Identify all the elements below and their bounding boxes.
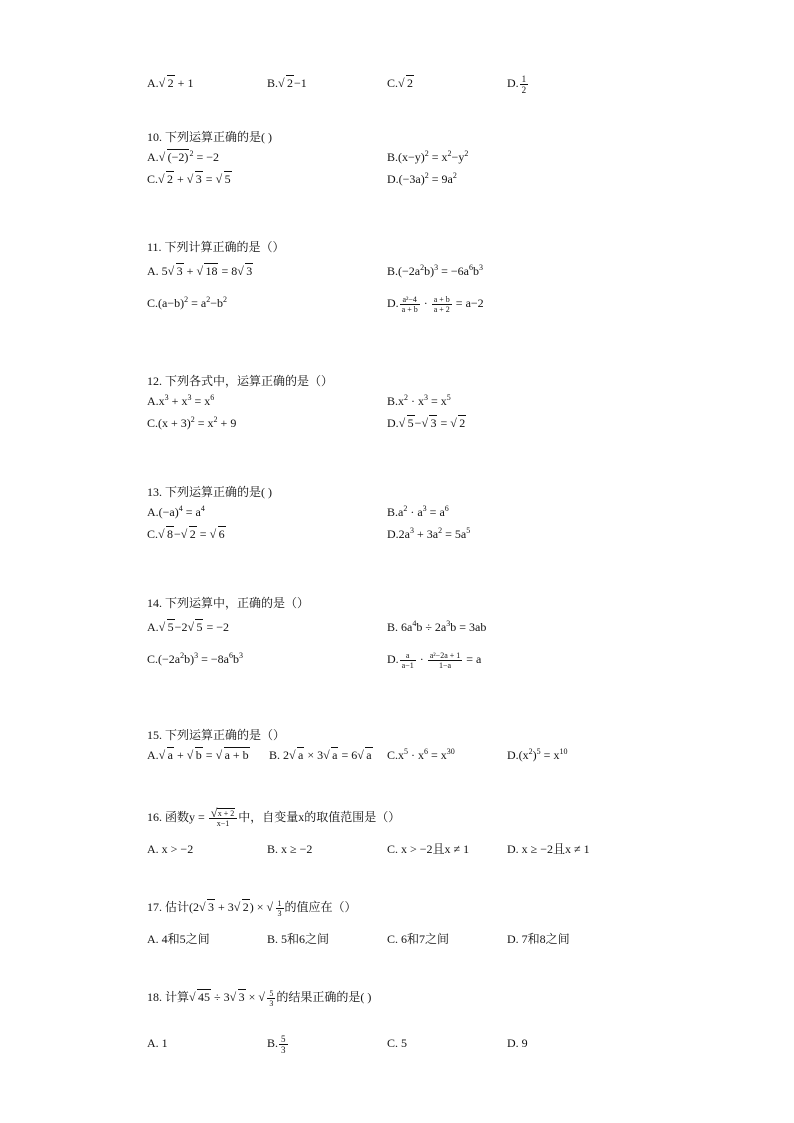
q17-stem: 17. 估计(2√ 3 + 3√ 2) × √ $\frac{1}{3}$ 的值应在（） bbox=[147, 894, 647, 920]
q14-option-d[interactable]: D. $\frac{a}{a-1}$ · $\frac{\text{a²−2a + 1}}{1-a}$ = a bbox=[387, 650, 482, 670]
q12-option-d[interactable]: D.√ 5−√ 3 = √ 2 bbox=[387, 412, 466, 434]
q11-option-b[interactable]: $B.(-2a^2b)^3 = -6a^6b^3$ bbox=[387, 263, 483, 278]
q14-option-a[interactable]: A.√ 5−2√ 5 = −2 bbox=[147, 612, 229, 642]
q13-stem: 13. 下列运算正确的是( ) bbox=[147, 485, 272, 499]
q12-option-c[interactable]: $C.(x + 3)^2 = x^2 + 9$ bbox=[147, 415, 237, 430]
q18-option-b[interactable]: B. $\frac{5}{3}$ bbox=[267, 1033, 286, 1055]
question-17 bbox=[147, 894, 647, 950]
q10-option-d[interactable]: $D.(-3a)^2 = 9a^2$ bbox=[387, 171, 457, 186]
q9-option-d[interactable]: D. $\frac{1}{2}$ bbox=[507, 73, 527, 95]
q18-option-c[interactable]: C. 5 bbox=[387, 1036, 408, 1050]
q10-stem: 10. 下列运算正确的是( ) bbox=[147, 130, 272, 144]
q15-stem: 15. 下列运算正确的是（） bbox=[147, 728, 286, 742]
q16-option-c[interactable]: C. x > −2且x ≠ 1 bbox=[387, 842, 470, 856]
q10-option-c[interactable]: C.√ 2 + √ 3 = √ 5 bbox=[147, 168, 232, 190]
question-13 bbox=[147, 483, 647, 545]
q16-option-d[interactable]: D. x ≥ −2且x ≠ 1 bbox=[507, 842, 590, 856]
question-14 bbox=[147, 594, 647, 676]
q17-option-c[interactable]: C. 6和7之间 bbox=[387, 932, 450, 946]
q12-option-b[interactable]: $B.x^2 \cdot x^3 = x^5$ bbox=[387, 393, 451, 408]
q14-option-c[interactable]: $C.(-2a^2b)^3 = -8a^6b^3$ bbox=[147, 651, 243, 666]
q15-option-b[interactable]: B. 2√ a × 3√ a = 6√ a bbox=[269, 744, 373, 766]
question-15 bbox=[147, 726, 647, 766]
question-9 bbox=[147, 72, 647, 94]
q15-option-a[interactable]: A.√ a + √ b = √ a + b bbox=[147, 744, 250, 766]
question-16 bbox=[147, 804, 647, 860]
question-11 bbox=[147, 238, 647, 320]
q18-stem: 18. 计算√ 45 ÷ 3√ 3 × √ $\frac{5}{3}$ 的结果正确的是( ) bbox=[147, 984, 647, 1010]
q14-option-b[interactable]: B. $6a^4b \div 2a^3b = 3ab$ bbox=[387, 619, 487, 634]
q10-option-a[interactable]: A.√ $(-2)^2 = -2$ bbox=[147, 146, 219, 168]
q11-option-c[interactable]: $C.(a-b)^2 = a^2-b^2$ bbox=[147, 295, 227, 310]
q13-option-c[interactable]: C.√ 8−√ 2 = √ 6 bbox=[147, 523, 226, 545]
q9-option-c[interactable]: C.√ 2 bbox=[387, 72, 414, 94]
q17-option-a[interactable]: A. 4和5之间 bbox=[147, 932, 210, 946]
q18-option-d[interactable]: D. 9 bbox=[507, 1036, 528, 1050]
q9-option-a[interactable]: A.√ 2 + 1 bbox=[147, 72, 193, 94]
q17-option-d[interactable]: D. 7和8之间 bbox=[507, 932, 570, 946]
q12-stem: 12. 下列各式中，运算正确的是（） bbox=[147, 374, 334, 388]
q15-option-d[interactable]: $D.(x^2)^5 = x^{10}$ bbox=[507, 747, 568, 762]
q18-option-a[interactable]: A. 1 bbox=[147, 1036, 168, 1050]
question-18 bbox=[147, 984, 647, 1058]
q16-option-a[interactable]: A. x > −2 bbox=[147, 842, 194, 856]
q17-option-b[interactable]: B. 5和6之间 bbox=[267, 932, 330, 946]
question-10 bbox=[147, 128, 647, 190]
q15-option-c[interactable]: $C.x^5 \cdot x^6 = x^{30}$ bbox=[387, 747, 455, 762]
q11-stem: 11. 下列计算正确的是（） bbox=[147, 240, 285, 254]
q13-option-a[interactable]: $A.(-a)^4 = a^4$ bbox=[147, 504, 205, 519]
q11-option-a[interactable]: A. 5√ 3 + √ 18 = 8√ 3 bbox=[147, 256, 253, 286]
q11-option-d[interactable]: D. $\frac{\text{a²−4}}{a + b}$ · $\frac{a + b}{a + 2}$ = a−2 bbox=[387, 294, 484, 314]
q12-option-a[interactable]: $A.x^3 + x^3 = x^6$ bbox=[147, 393, 215, 408]
q10-option-b[interactable]: $B.(x-y)^2 = x^2-y^2$ bbox=[387, 149, 469, 164]
question-12 bbox=[147, 372, 647, 434]
q16-stem: 16. 函数y = √ $\frac{x + 2}{x-1}$ 中，自变量x的取值范围是（） bbox=[147, 804, 647, 830]
q14-stem: 14. 下列运算中，正确的是（） bbox=[147, 596, 310, 610]
q9-option-b[interactable]: B.√ 2−1 bbox=[267, 72, 307, 94]
q13-option-d[interactable]: $D.2a^3 + 3a^2 = 5a^5$ bbox=[387, 526, 471, 541]
q13-option-b[interactable]: $B.a^2 \cdot a^3 = a^6$ bbox=[387, 504, 449, 519]
q16-option-b[interactable]: B. x ≥ −2 bbox=[267, 842, 313, 856]
